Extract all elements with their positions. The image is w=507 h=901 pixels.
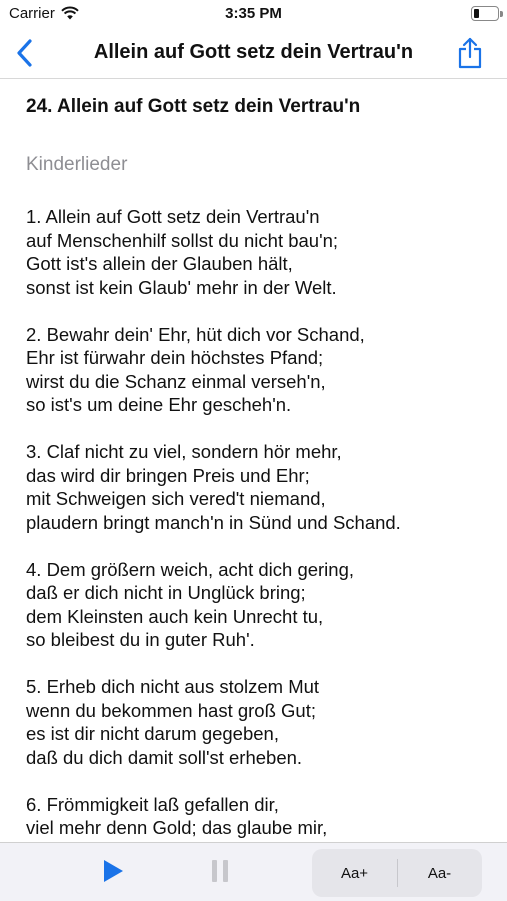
navigation-bar — [0, 28, 507, 79]
font-size-controls — [312, 849, 482, 897]
verses — [26, 205, 491, 863]
font-increase-button[interactable]: Aa+ — [340, 864, 369, 882]
font-decrease-button[interactable]: Aa- — [427, 864, 452, 882]
pause-icon — [212, 860, 217, 882]
nav-title: Allein auf Gott setz dein Vertrau'n — [93, 41, 414, 63]
verse-line: 4. Dem größern weich, acht dich gering, — [26, 558, 355, 580]
verse-line: wirst du die Schanz einmal verseh'n, — [26, 370, 326, 392]
verse — [26, 440, 491, 534]
verse-line: wenn du bekommen hast groß Gut; — [26, 699, 316, 721]
battery-icon — [471, 6, 499, 21]
verse — [26, 675, 491, 769]
verse-line: 6. Frömmigkeit laß gefallen dir, — [26, 793, 279, 815]
back-button[interactable] — [10, 36, 40, 70]
status-time: 3:35 PM — [225, 5, 282, 22]
verse-line: Ehr ist fürwahr dein höchstes Pfand; — [26, 347, 324, 368]
verse-line: es ist dir nicht darum gegeben, — [26, 723, 279, 744]
verse-line: mit Schweigen sich vered't niemand, — [26, 488, 326, 509]
verse-line: daß er dich nicht in Unglück bring; — [26, 582, 306, 603]
verse-line: 3. Claf nicht zu viel, sondern hör mehr, — [26, 441, 342, 462]
verse — [26, 558, 491, 652]
play-button[interactable] — [100, 858, 126, 884]
status-bar — [0, 0, 507, 28]
bottom-toolbar — [0, 842, 507, 901]
verse-line: daß du dich damit soll'st erheben. — [26, 746, 303, 768]
verse-line: viel mehr denn Gold; das glaube mir, — [26, 817, 328, 838]
verse-line: auf Menschenhilf sollst du nicht bau'n; — [26, 229, 339, 251]
pause-icon-bar — [223, 860, 228, 882]
verse-line: so bleibest du in guter Ruh'. — [26, 629, 255, 650]
song-category: Kinderlieder — [26, 154, 128, 175]
pause-button[interactable] — [206, 858, 234, 884]
carrier-label: Carrier — [9, 5, 55, 22]
play-icon — [100, 858, 126, 884]
verse-line: plaudern bringt manch'n in Sünd und Schand. — [26, 511, 401, 533]
song-title: 24. Allein auf Gott setz dein Vertrau'n — [26, 96, 361, 117]
chevron-left-icon — [17, 39, 33, 67]
verse-line: 5. Erheb dich nicht aus stolzem Mut — [26, 676, 320, 697]
share-button[interactable] — [455, 35, 485, 71]
song-content[interactable] — [26, 80, 491, 842]
verse — [26, 323, 491, 417]
verse — [26, 205, 491, 299]
verse-line: das wird dir bringen Preis und Ehr; — [26, 464, 310, 486]
verse-line: 2. Bewahr dein' Ehr, hüt dich vor Schand, — [26, 323, 365, 345]
verse-line: Gott ist's allein der Glauben hält, — [26, 253, 293, 274]
verse-line: sonst ist kein Glaub' mehr in der Welt. — [26, 276, 337, 298]
share-icon — [457, 37, 483, 69]
verse-line: 1. Allein auf Gott setz dein Vertrau'n — [26, 206, 320, 227]
verse-line: dem Kleinsten auch kein Unrecht tu, — [26, 605, 324, 627]
verse-line: so ist's um deine Ehr gescheh'n. — [26, 394, 292, 415]
